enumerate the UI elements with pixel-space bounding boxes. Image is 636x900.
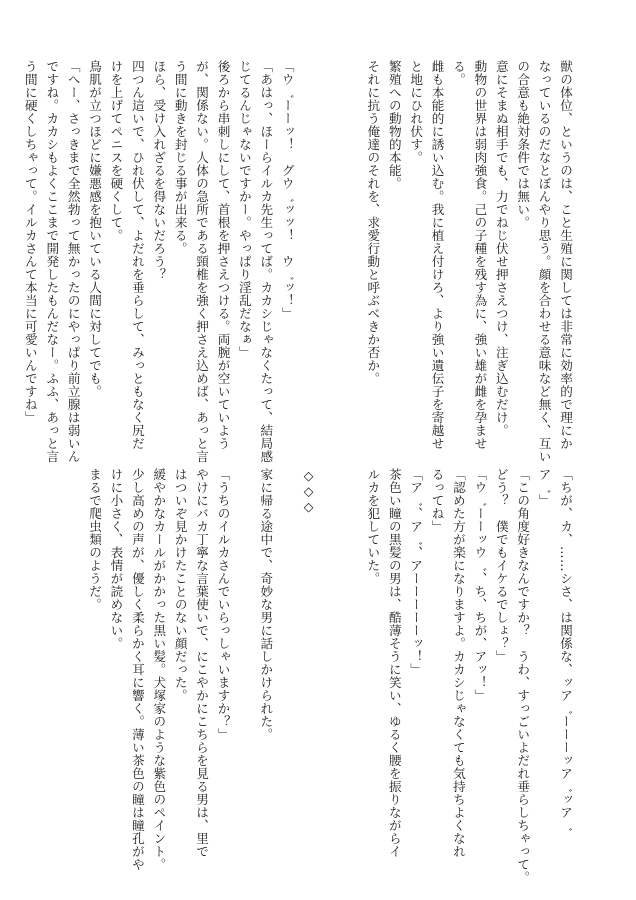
upper-text-line: じてるんじゃないですかー。やっぱり淫乱だなぁ」 xyxy=(236,60,252,359)
upper-text-line: 鳥肌が立つほどに嫌悪感を抱いている人間に対してでも。 xyxy=(87,60,103,398)
lower-text-line xyxy=(341,468,362,848)
upper-text-line: う間に硬くしちゃって。イルカさんて本当に可愛いんですね」 xyxy=(22,60,38,424)
upper-text-line: 繁殖への動物的本能。 xyxy=(386,60,402,190)
lower-text-line: 「認めた方が楽になりますよ。カカシじゃなくても気持ちよくなれ xyxy=(450,468,466,858)
upper-text-line: ほら、受け入れざるを得ないだろう？ xyxy=(151,60,167,281)
lower-text-line xyxy=(276,468,297,848)
upper-text-line: 「あはっ、ほーらイルカ先生ってば。カカシじゃなくたって、結局感 xyxy=(258,60,274,463)
lower-text-line: 「この角度好きなんですか？ うわ、すっごいよだれ垂らしちゃって。 xyxy=(515,468,531,884)
lower-text-line: 「うちのイルカさんでいらっしゃいますか？」 xyxy=(215,468,231,741)
lower-text-line xyxy=(319,468,340,848)
upper-text-line: 意にそまぬ相手でも、力でねじ伏せ押さえつけ、注ぎ込むだけ。 xyxy=(493,60,509,437)
lower-text-line: 「ウ゛ーーッウ゛、ち、ちが、アッ！」 xyxy=(472,468,488,702)
upper-text-line: それに抗う俺達のそれを、求愛行動と呼ぶべきか否か。 xyxy=(365,60,381,385)
upper-text-line: 雌も本能的に誘い込む。我に植え付けろ、より強い遺伝子を寄越せ xyxy=(429,60,445,450)
lower-text-line: ルカを犯していた。 xyxy=(365,468,381,585)
lower-text-line: 緩やかなカールがかかった黒い髪。犬塚家のような紫色のペイント。 xyxy=(151,468,167,871)
lower-text-line: ア゛」 xyxy=(536,468,552,507)
lower-text-line: 茶色い瞳の黒髪の男は、酷薄そうに笑い、ゆるく腰を振りながらイ xyxy=(386,468,402,858)
upper-text-line: ですね。カカシもよくここまで開発したもんだなー。ふふ、あっと言 xyxy=(44,60,60,463)
upper-text-line xyxy=(298,60,319,440)
lower-text-line: るってね」 xyxy=(429,468,445,533)
upper-text-line: けを上げてペニスを硬くして。 xyxy=(108,60,124,242)
section-divider: ◇◇◇ xyxy=(301,468,317,515)
upper-text-line: 獣の体位、というのは、こと生殖に関しては非常に効率的で理にか xyxy=(558,60,573,450)
upper-text-line: う間に動きを封じる事が出来る。 xyxy=(172,60,188,255)
upper-text-line: が、関係ない。人体の急所である頸椎を強く押さえ込めば、あっと言 xyxy=(194,60,210,463)
lower-text-line: 家に帰る途中で、奇妙な男に話しかけられた。 xyxy=(258,468,274,741)
upper-text-line: る。 xyxy=(450,60,466,86)
upper-text-line: なっているのだなとぼんやり思う。顔を合わせる意味など無く、互い xyxy=(536,60,552,463)
upper-text-line: 「へー、さっきまで全然勃って無かったのにやっぱり前立腺は弱いん xyxy=(65,60,81,463)
lower-text-line: 「ちが、カ、……シさ、は関係な、ッア゛ーーーッア゛ッア゛ xyxy=(558,468,573,832)
upper-text-line xyxy=(319,60,340,440)
upper-text-line: 「ウ゛ーーッ！ グウ゛ッッ！ ウ゛ッ！」 xyxy=(279,60,295,320)
upper-text-line: 四つん這いで、ひれ伏して、よだれを垂らして、みっともなく尻だ xyxy=(129,60,145,450)
upper-text-line: と地にひれ伏す。 xyxy=(408,60,424,164)
lower-text-line: 「ア゛、ア゛、アーーーーーッ！」 xyxy=(408,468,424,676)
lower-text-line: 少し高めの声が、優しく柔らかく耳に響く。薄い茶色の瞳は瞳孔がや xyxy=(129,468,145,871)
lower-text-line: はついぞ見かけたことのない顔だった。 xyxy=(172,468,188,702)
upper-text-line: 動物の世界は弱肉強食。己の子種を残す為に、強い雄が雌を孕ませ xyxy=(472,60,488,450)
lower-text-line: やけにバカ丁寧な言葉使いで、にこやかにこちらを見る男は、里で xyxy=(194,468,210,858)
text-block-lower xyxy=(46,468,576,884)
lower-text-line: どう？ 僕でもイケるでしょ？」 xyxy=(493,468,509,663)
upper-text-line: の合意も絶対条件では無い。 xyxy=(515,60,531,229)
upper-text-line: 後ろから串刺しにして、首根を押さえつける。両腕が空いていよう xyxy=(215,60,231,450)
upper-text-line xyxy=(341,60,362,440)
text-block-upper xyxy=(22,60,576,463)
lower-text-line: けに小さく、表情が読めない。 xyxy=(108,468,124,650)
lower-text-line: まるで爬虫類のようだ。 xyxy=(87,468,103,611)
lower-text-line xyxy=(234,468,255,848)
